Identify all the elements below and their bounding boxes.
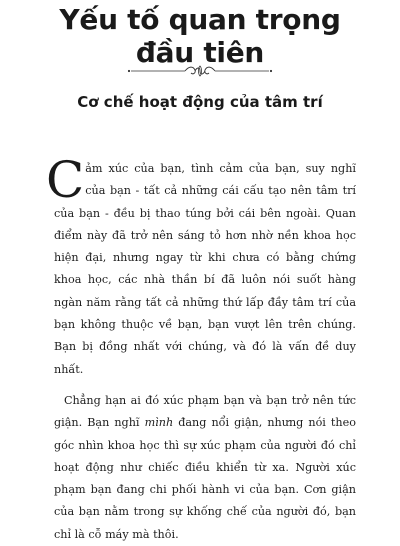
section-subtitle: Cơ chế hoạt động của tâm trí <box>77 93 323 111</box>
paragraph-1 <box>46 151 356 381</box>
paragraph-2-text-b: đang nổi giận, nhưng nói theo góc nhìn khoa học thì sự xúc phạm của người đó chỉ hoạt động như chiếc điều khiển từ xa. Người xúc phạm bạn đang chi phối hành vi của bạn. Cơn giận của bạn nằm trong sự khống chế của người đó, bạn chỉ là cỗ máy mà thôi. <box>54 416 356 541</box>
paragraph-1-text: ảm xúc của bạn, tình cảm của bạn, suy nghĩ của bạn - tất cả những cái cấu tạo nên tâm trí của bạn - đều bị thao túng bởi cái bên ngoài. Quan điểm này đã trở nên sáng tỏ hơn nhờ nền khoa học hiện đại, nhưng ngay từ khi chưa có bằng chứng khoa học, các nhà thần bí đã luôn nói suốt hàng ngàn năm rằng tất cả những thứ lấp đầy tâm trí của bạn không thuộc về bạn, bạn vượt lên trên chúng. Bạn bị đồng nhất với chúng, và đó là vấn đề duy nhất. <box>54 162 356 376</box>
paragraph-2 <box>54 390 356 546</box>
paragraph-2-emphasis: mình <box>144 416 174 430</box>
body-text <box>46 151 356 546</box>
chapter-title-line-2: đầu tiên <box>135 36 265 69</box>
decorative-flourish-icon <box>125 63 275 79</box>
chapter-title-line-1: Yếu tố quan trọng <box>59 3 341 36</box>
paragraph-2-text-a: Chẳng hạn ai đó xúc phạm bạn và bạn trở nên tức giận. Bạn nghĩ <box>54 393 356 430</box>
drop-cap: C <box>46 151 85 209</box>
